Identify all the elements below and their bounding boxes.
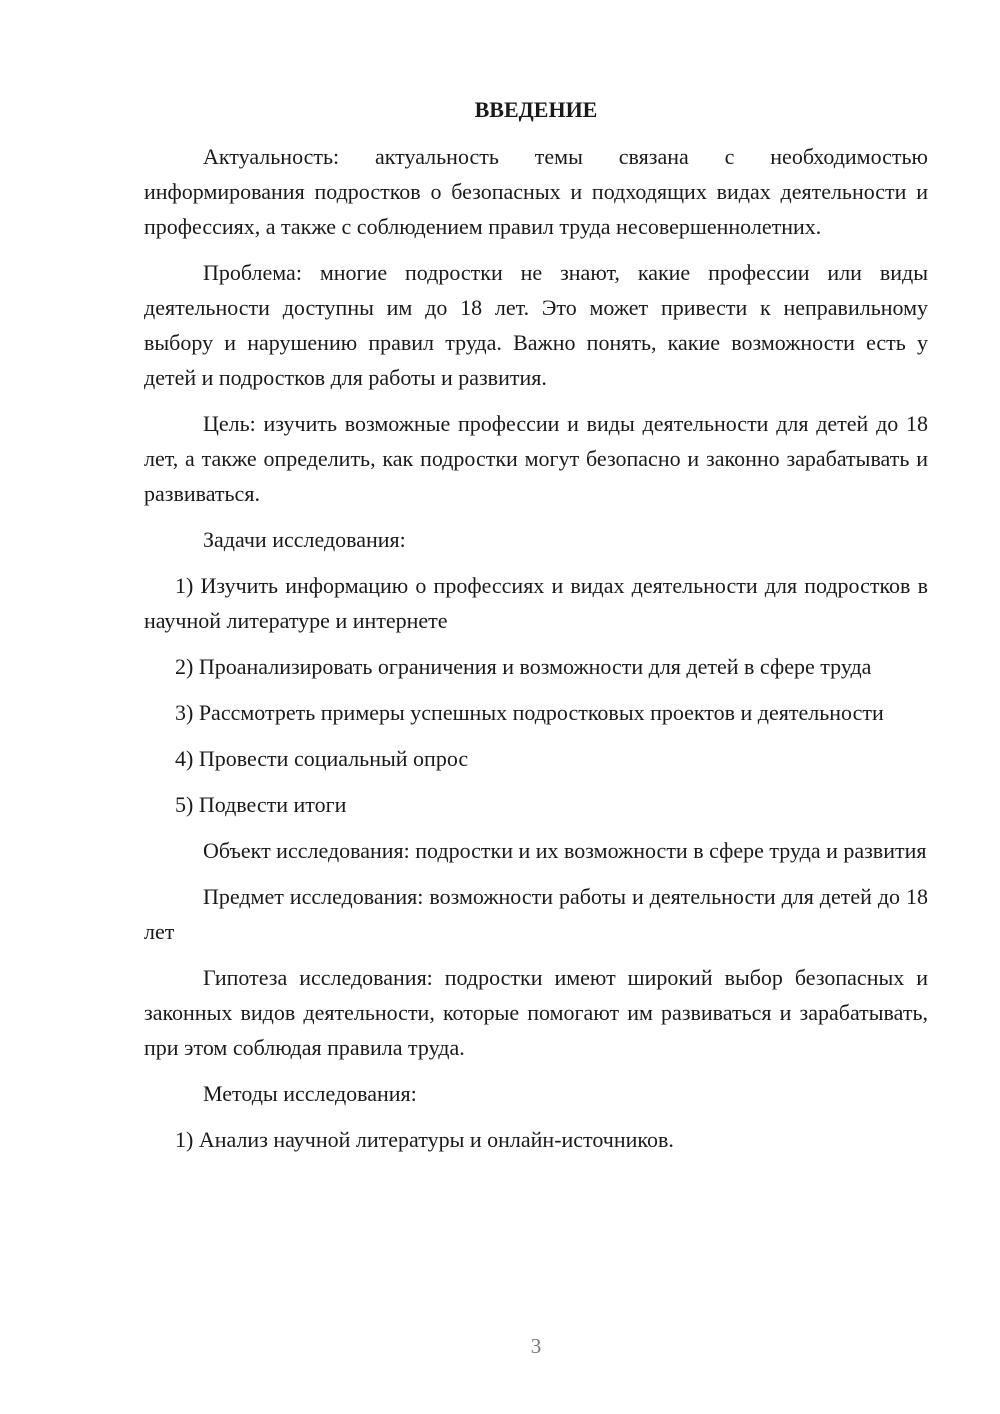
methods-heading: Методы исследования: (203, 1081, 417, 1106)
hypothesis-paragraph: Гипотеза исследования: подростки имеют широкий выбор безопасных и законных видов деятельности, которые помогают им развиваться и зарабатывать, при этом соблюдая правила труда. (144, 965, 928, 1060)
method-item: 1) Анализ научной литературы и онлайн-источников. (175, 1127, 674, 1152)
document-page (144, 92, 928, 1168)
goal-paragraph: Цель: изучить возможные профессии и виды деятельности для детей до 18 лет, а также определить, как подростки могут безопасно и законно зарабатывать и развиваться. (144, 411, 928, 506)
page-number: 3 (530, 1334, 542, 1358)
problem-paragraph: Проблема: многие подростки не знают, какие профессии или виды деятельности доступны им до 18 лет. Это может привести к неправильному выбору и нарушению правил труда. Важно понять, какие возможности есть у детей и подростков для работы и развития. (144, 260, 928, 390)
task-item: 4) Провести социальный опрос (175, 746, 469, 771)
task-item: 1) Изучить информацию о профессиях и видах деятельности для подростков в научной литературе и интернете (144, 573, 928, 633)
subject-paragraph: Предмет исследования: возможности работы и деятельности для детей до 18 лет (144, 884, 928, 944)
tasks-heading: Задачи исследования: (203, 527, 406, 552)
task-item: 5) Подвести итоги (175, 792, 347, 817)
task-item: 3) Рассмотреть примеры успешных подростковых проектов и деятельности (175, 700, 884, 725)
relevance-paragraph: Актуальность: актуальность темы связана с необходимостью информирования подростков о безопасных и подходящих видах деятельности и профессиях, а также с соблюдением правил труда несовершеннолетних. (144, 144, 928, 239)
object-paragraph: Объект исследования: подростки и их возможности в сфере труда и развития (203, 838, 927, 863)
section-title: ВВЕДЕНИЕ (474, 97, 598, 122)
task-item: 2) Проанализировать ограничения и возможности для детей в сфере труда (175, 654, 872, 679)
